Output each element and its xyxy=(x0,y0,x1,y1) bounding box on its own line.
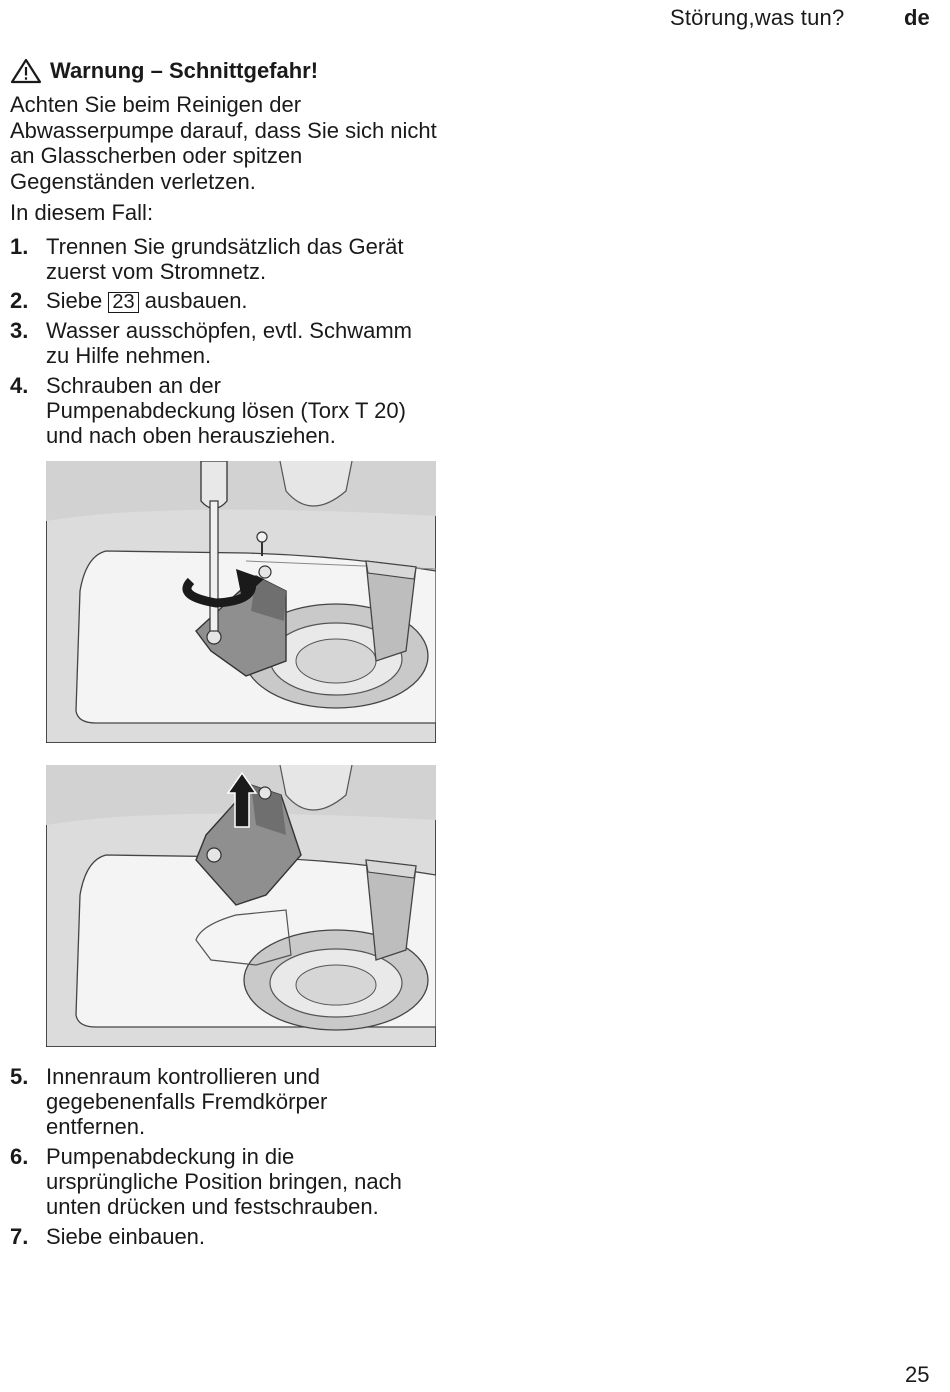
step-number: 1. xyxy=(10,234,29,259)
step-text: Schrauben an der xyxy=(46,373,221,398)
step-text: Innenraum kontrollieren und xyxy=(46,1064,320,1089)
step-number: 6. xyxy=(10,1144,29,1169)
step-number: 2. xyxy=(10,288,29,313)
step-text: und nach oben herausziehen. xyxy=(46,423,336,448)
step-text: gegebenenfalls Fremdkörper xyxy=(46,1089,328,1114)
section-title: Störung,was tun? xyxy=(670,5,845,30)
step-text: Wasser ausschöpfen, evtl. Schwamm xyxy=(46,318,412,343)
step-number: 7. xyxy=(10,1224,29,1249)
warning-title: Warnung – Schnittgefahr! xyxy=(50,58,319,83)
step-text: Pumpenabdeckung in die xyxy=(46,1144,295,1169)
step-text: ursprüngliche Position bringen, nach xyxy=(46,1169,402,1194)
warning-triangle-icon xyxy=(10,58,42,84)
step-text: entfernen. xyxy=(46,1114,146,1139)
language-code: de xyxy=(904,5,930,30)
part-reference-box: 23 xyxy=(108,292,138,313)
page-number: 25 xyxy=(905,1362,930,1387)
intro-paragraph: Achten Sie beim Reinigen der Abwasserpumpe darauf, dass Sie sich nicht an Glasscherben oder spitzen Gegenständen verletzen. xyxy=(10,92,437,194)
step-text: ausbauen. xyxy=(144,288,248,313)
illustration-lift-pump-cover xyxy=(46,765,436,1047)
step-number: 5. xyxy=(10,1064,29,1089)
warning-heading xyxy=(10,58,318,84)
step-text: Trennen Sie grundsätzlich das Gerät xyxy=(46,234,404,259)
step-text: zuerst vom Stromnetz. xyxy=(46,259,267,284)
illustration-unscrew-pump-cover xyxy=(46,461,436,743)
step-number: 4. xyxy=(10,373,29,398)
case-label: In diesem Fall: xyxy=(10,200,154,225)
step-number: 3. xyxy=(10,318,29,343)
step-text: Pumpenabdeckung lösen (Torx T 20) xyxy=(46,398,406,423)
step-text: zu Hilfe nehmen. xyxy=(46,343,212,368)
step-text: unten drücken und festschrauben. xyxy=(46,1194,379,1219)
step-text: Siebe xyxy=(46,288,103,313)
step-text: Siebe einbauen. xyxy=(46,1224,206,1249)
